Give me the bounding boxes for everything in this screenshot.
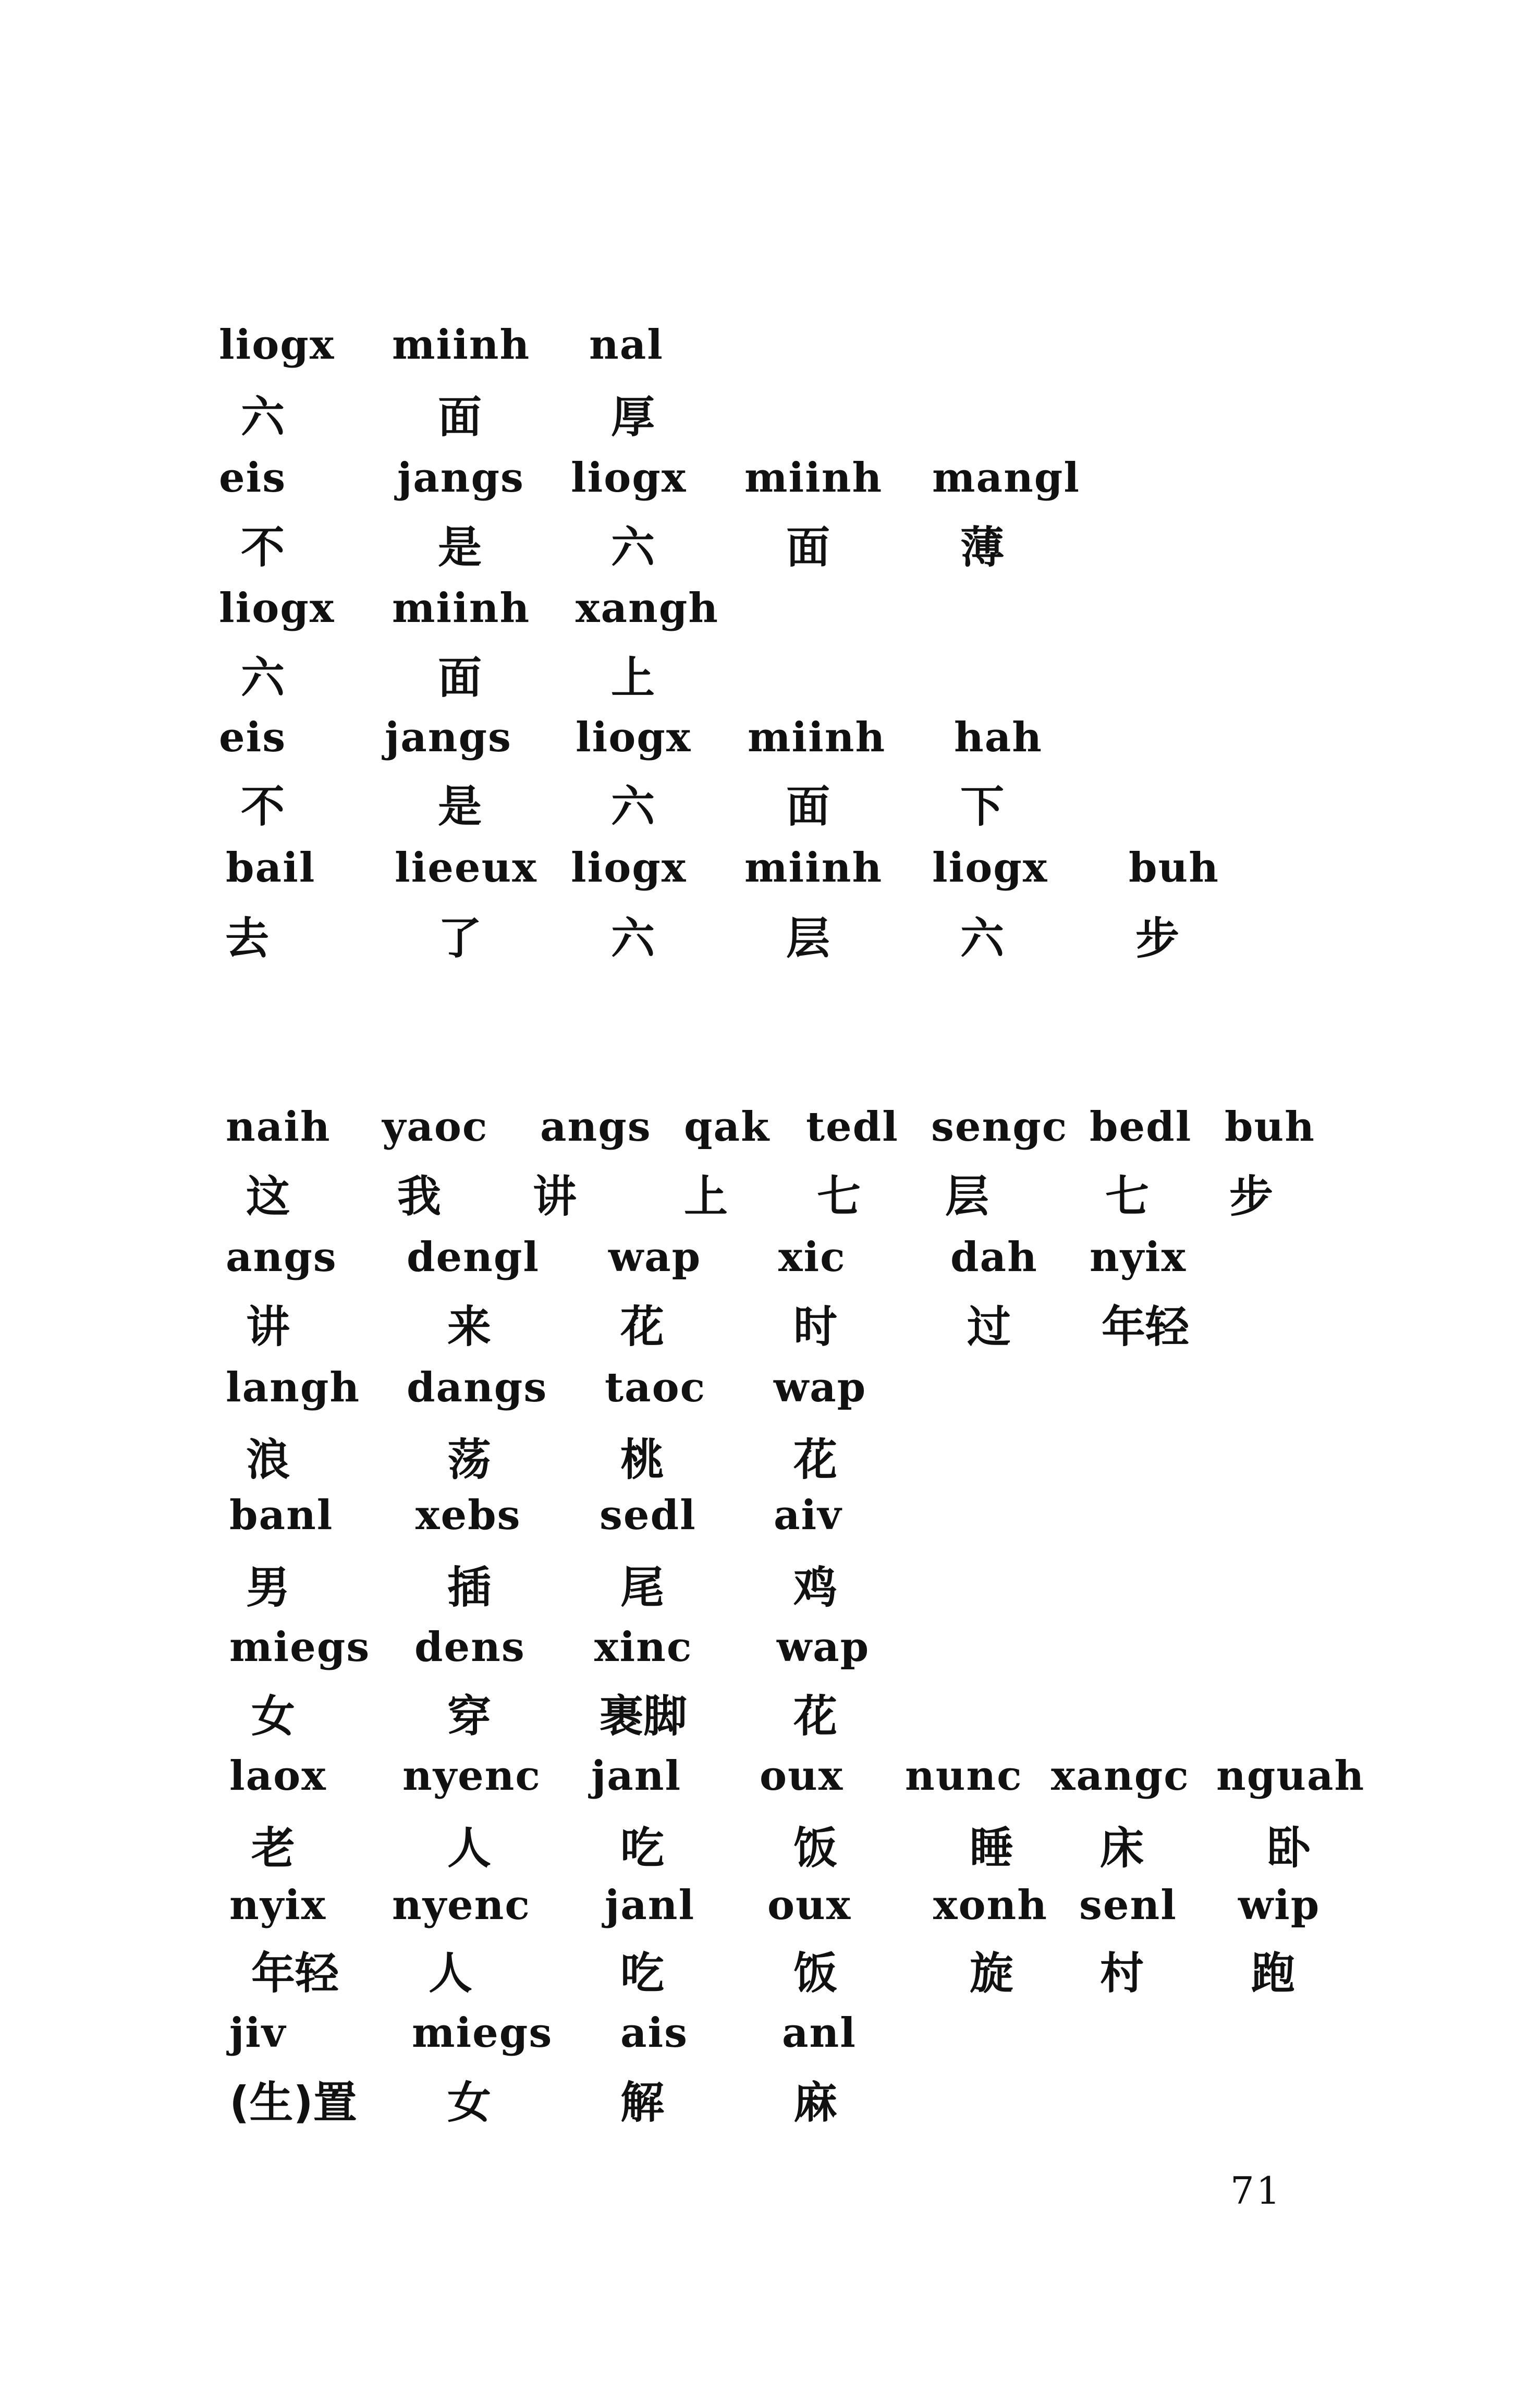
word: 下 <box>960 781 1005 832</box>
word: wip <box>1238 1882 1321 1929</box>
text-line-latin <box>0 1619 1540 1676</box>
word: liogx <box>219 321 335 369</box>
word: janl <box>591 1752 682 1800</box>
word: xangc <box>1051 1752 1190 1800</box>
word: 桃 <box>620 1434 665 1485</box>
word: xonh <box>933 1882 1048 1929</box>
word: 七 <box>817 1171 861 1222</box>
word: 上 <box>684 1171 728 1222</box>
word: 步 <box>1135 913 1180 964</box>
text-line-chinese <box>0 778 1540 835</box>
word: oux <box>760 1752 844 1800</box>
word: aiv <box>774 1492 842 1539</box>
text-line-chinese <box>0 1298 1540 1355</box>
text-line-chinese <box>0 1431 1540 1488</box>
word: langh <box>226 1364 361 1411</box>
word: nguah <box>1216 1752 1365 1800</box>
word: 花 <box>793 1434 838 1485</box>
text-line-chinese <box>0 649 1540 706</box>
text-line-chinese <box>0 1559 1540 1616</box>
word: 床 <box>1100 1823 1144 1874</box>
word: sengc <box>931 1103 1068 1151</box>
word: 过 <box>967 1301 1011 1352</box>
text-line-latin <box>0 1877 1540 1934</box>
word: 面 <box>786 522 830 573</box>
word: lieeux <box>395 844 537 891</box>
word: 我 <box>397 1171 442 1222</box>
word: 浪 <box>246 1434 290 1485</box>
word: 解 <box>620 2077 665 2128</box>
word: nal <box>589 321 664 369</box>
word: xic <box>778 1233 846 1281</box>
word: hah <box>954 714 1043 761</box>
text-line-latin <box>0 1359 1540 1416</box>
word: 了 <box>438 913 482 964</box>
word: eis <box>219 714 287 761</box>
word: dengl <box>407 1233 540 1281</box>
word: laox <box>229 1752 327 1800</box>
text-line-latin <box>0 1487 1540 1544</box>
word: nyenc <box>392 1882 531 1929</box>
text-line-latin <box>0 316 1540 374</box>
word: ais <box>620 2009 689 2057</box>
word: miinh <box>392 584 531 632</box>
text-line-latin <box>0 709 1540 766</box>
word: 穿 <box>447 1691 492 1742</box>
word: 裹脚 <box>600 1691 688 1742</box>
text-line-chinese <box>0 1819 1540 1877</box>
word: 六 <box>241 392 285 443</box>
word: banl <box>229 1492 334 1539</box>
word: 是 <box>438 781 482 832</box>
word: buh <box>1129 844 1219 891</box>
word: liogx <box>576 714 692 761</box>
word: 尾 <box>620 1562 665 1613</box>
word: (生)置 <box>229 2077 357 2128</box>
word: liogx <box>219 584 335 632</box>
text-line-latin <box>0 449 1540 507</box>
word: xinc <box>594 1623 693 1671</box>
word: 来 <box>447 1301 492 1352</box>
word: 卧 <box>1267 1823 1311 1874</box>
word: janl <box>605 1882 695 1929</box>
word: jiv <box>229 2009 287 2057</box>
word: 厚 <box>611 392 655 443</box>
word: 六 <box>241 652 285 703</box>
word: wap <box>777 1623 870 1671</box>
word: nyix <box>1090 1233 1187 1281</box>
word: jangs <box>397 454 524 502</box>
word: wap <box>774 1364 867 1411</box>
word: taoc <box>605 1364 706 1411</box>
word: 女 <box>251 1691 296 1742</box>
word: 吃 <box>620 1948 665 1999</box>
word: 花 <box>620 1301 665 1352</box>
word: 不 <box>241 781 285 832</box>
word: naih <box>226 1103 331 1151</box>
text-line-chinese <box>0 910 1540 967</box>
word: 人 <box>429 1948 473 1999</box>
word: mangl <box>932 454 1080 502</box>
word: 鸡 <box>793 1562 838 1613</box>
word: 是 <box>438 522 482 573</box>
word: 麻 <box>793 2077 838 2128</box>
word: 面 <box>786 781 830 832</box>
word: qak <box>684 1103 771 1151</box>
text-line-latin <box>0 1748 1540 1805</box>
text-line-chinese <box>0 1688 1540 1745</box>
word: 荡 <box>447 1434 492 1485</box>
word: 年轻 <box>251 1948 339 1999</box>
word: nunc <box>905 1752 1023 1800</box>
word: 年轻 <box>1102 1301 1190 1352</box>
word: anl <box>782 2009 857 2057</box>
word: eis <box>219 454 287 502</box>
word: 六 <box>611 913 655 964</box>
word: 步 <box>1229 1171 1274 1222</box>
text-line-latin <box>0 839 1540 897</box>
word: liogx <box>932 844 1048 891</box>
word: 面 <box>438 392 482 443</box>
word: senl <box>1079 1882 1177 1929</box>
word: bedl <box>1090 1103 1192 1151</box>
word: 花 <box>793 1691 838 1742</box>
word: liogx <box>571 844 687 891</box>
word: angs <box>226 1233 337 1281</box>
word: jangs <box>385 714 512 761</box>
word: nyenc <box>402 1752 541 1800</box>
word: 六 <box>960 913 1005 964</box>
word: 女 <box>447 2077 492 2128</box>
text-line-latin <box>0 1229 1540 1286</box>
word: 男 <box>246 1562 290 1613</box>
word: miinh <box>744 454 883 502</box>
word: 跑 <box>1251 1948 1295 1999</box>
word: 层 <box>786 913 830 964</box>
word: miinh <box>392 321 531 369</box>
word: 七 <box>1105 1171 1150 1222</box>
word: miinh <box>748 714 886 761</box>
word: liogx <box>571 454 687 502</box>
word: oux <box>767 1882 852 1929</box>
word: 讲 <box>246 1301 290 1352</box>
word: dah <box>950 1233 1038 1281</box>
word: 饭 <box>793 1948 838 1999</box>
word: miegs <box>229 1623 371 1671</box>
page-number: 71 <box>1230 2169 1282 2213</box>
word: xebs <box>415 1492 521 1539</box>
text-line-chinese <box>0 388 1540 446</box>
word: dangs <box>407 1364 548 1411</box>
word: yaoc <box>382 1103 488 1151</box>
word: tedl <box>806 1103 899 1151</box>
word: 睡 <box>970 1823 1014 1874</box>
word: 六 <box>611 522 655 573</box>
word: 这 <box>246 1171 290 1222</box>
word: 薄 <box>960 522 1005 573</box>
word: miinh <box>744 844 883 891</box>
word: 人 <box>447 1823 492 1874</box>
text-line-latin <box>0 1098 1540 1156</box>
word: 层 <box>945 1171 989 1222</box>
word: xangh <box>576 584 719 632</box>
word: 上 <box>611 652 655 703</box>
text-line-chinese <box>0 519 1540 576</box>
word: wap <box>608 1233 702 1281</box>
word: buh <box>1225 1103 1315 1151</box>
word: 不 <box>241 522 285 573</box>
text-line-latin <box>0 2005 1540 2062</box>
word: angs <box>540 1103 652 1151</box>
word: 时 <box>793 1301 838 1352</box>
word: 插 <box>447 1562 492 1613</box>
word: 饭 <box>793 1823 838 1874</box>
text-line-chinese <box>0 1945 1540 2002</box>
word: sedl <box>600 1492 696 1539</box>
word: 老 <box>251 1823 296 1874</box>
word: dens <box>414 1623 525 1671</box>
word: 讲 <box>533 1171 577 1222</box>
word: 村 <box>1100 1948 1144 1999</box>
word: 六 <box>611 781 655 832</box>
text-line-latin <box>0 580 1540 637</box>
word: 吃 <box>620 1823 665 1874</box>
word: bail <box>226 844 316 891</box>
word: miegs <box>412 2009 553 2057</box>
text-line-chinese <box>0 1168 1540 1225</box>
word: 旋 <box>970 1948 1014 1999</box>
word: nyix <box>229 1882 327 1929</box>
text-line-chinese <box>0 2074 1540 2131</box>
word: 面 <box>438 652 482 703</box>
word: 去 <box>225 913 270 964</box>
